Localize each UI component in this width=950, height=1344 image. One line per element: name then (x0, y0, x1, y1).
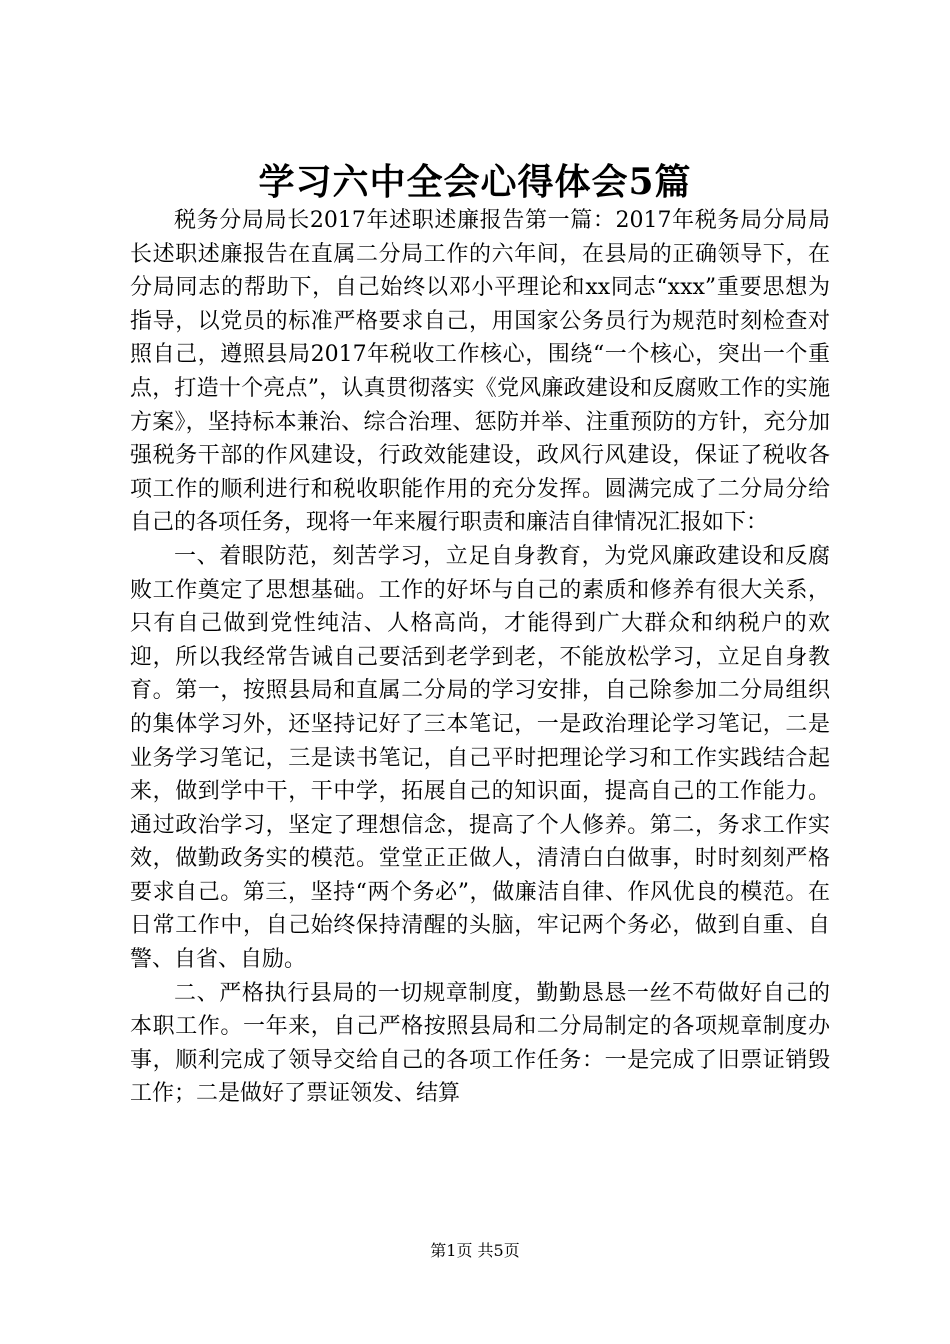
page-number-footer: 第1页 共5页 (430, 1241, 520, 1260)
paragraph: 税务分局局长2017年述职述廉报告第一篇：2017年税务局分局局长述职述廉报告在直属二分局工作的六年间，在县局的正确领导下，在分局同志的帮助下，自己始终以邓小平理论和xx同志“xxx”重要思想为指导，以党员的标准严格要求自己，用国家公务员行为规范时刻检查对照自己，遵照县局2017年税收工作核心，围绕“一个核心，突出一个重点，打造十个亮点”，认真贯彻落实《党风廉政建设和反腐败工作的实施方案》，坚持标本兼治、综合治理、惩防并举、注重预防的方针，充分加强税务干部的作风建设，行政效能建设，政风行风建设，保证了税收各项工作的顺利进行和税收职能作用的充分发挥。圆满完成了二分局分给自己的各项任务，现将一年来履行职责和廉洁自律情况汇报如下： (130, 208, 830, 536)
paragraph: 二、严格执行县局的一切规章制度，勤勤恳恳一丝不苟做好自己的本职工作。一年来，自己严格按照县局和二分局制定的各项规章制度办事，顺利完成了领导交给自己的各项工作任务：一是完成了旧票证销毁工作；二是做好了票证领发、结算 (130, 980, 830, 1107)
document-body (130, 204, 830, 1111)
paragraph: 一、着眼防范，刻苦学习，立足自身教育，为党风廉政建设和反腐败工作奠定了思想基础。工作的好坏与自己的素质和修养有很大关系，只有自己做到党性纯洁、人格高尚，才能得到广大群众和纳税户的欢迎，所以我经常告诫自己要活到老学到老，不能放松学习，立足自身教育。第一，按照县局和直属二分局的学习安排，自己除参加二分局组织的集体学习外，还坚持记好了三本笔记，一是政治理论学习笔记，二是业务学习笔记，三是读书笔记，自己平时把理论学习和工作实践结合起来，做到学中干，干中学，拓展自己的知识面，提高自己的工作能力。通过政治学习，坚定了理想信念，提高了个人修养。第二，务求工作实效，做勤政务实的模范。堂堂正正做人，清清白白做事，时时刻刻严格要求自己。第三，坚持“两个务必”，做廉洁自律、作风优良的模范。在日常工作中，自己始终保持清醒的头脑，牢记两个务必，做到自重、自警、自省、自励。 (130, 543, 830, 973)
document-title: 学习六中全会心得体会5篇 (258, 161, 692, 203)
